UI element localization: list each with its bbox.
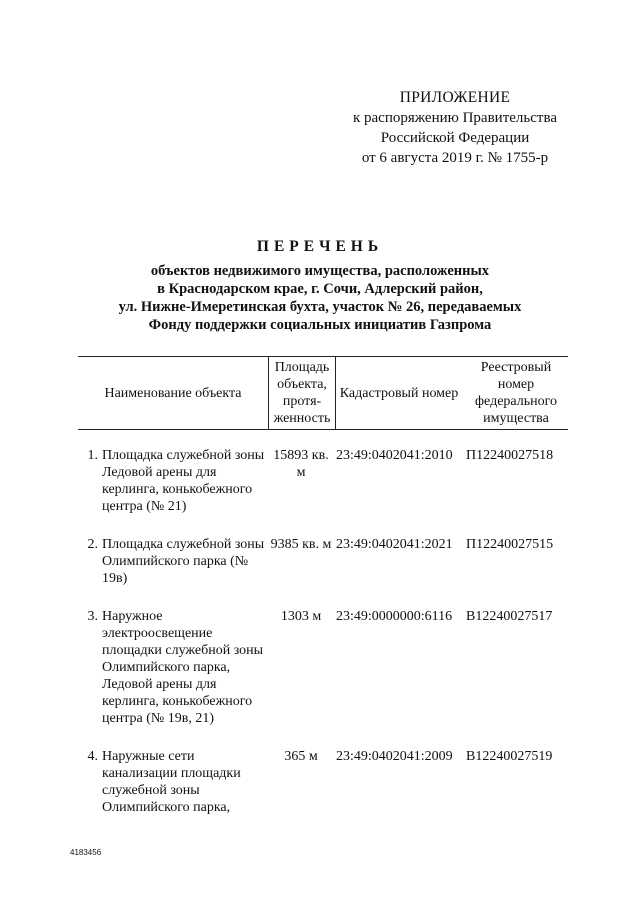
table-row xyxy=(78,536,568,587)
table-row xyxy=(78,447,568,515)
row-cadastral: 23:49:0402041:2009 xyxy=(336,749,453,764)
appendix-line-2: Российской Федерации xyxy=(380,130,530,146)
row-cadastral: 23:49:0000000:6116 xyxy=(336,609,453,624)
appendix-heading: ПРИЛОЖЕНИЕ xyxy=(399,89,511,106)
row-area: 365 м xyxy=(284,749,318,764)
row-registry: П12240027518 xyxy=(466,448,554,463)
subtitle-line-3: ул. Нижне-Имеретинская бухта, участок № 26, передаваемых xyxy=(118,299,522,315)
row-area: 1303 м xyxy=(280,609,322,624)
row-cadastral: 23:49:0402041:2021 xyxy=(336,537,453,552)
row-name: Площадка служебной зоны Олимпийского парка (№ 19в) xyxy=(102,537,265,586)
row-name: Наружное электроосвещение площадки служебной зоны Олимпийского парка, Ледовой арены для керлинга, конькобежного центра (№ 19в, 21) xyxy=(102,609,264,726)
row-registry: В12240027517 xyxy=(466,609,553,624)
footer-code: 4183456 xyxy=(70,848,102,857)
header-cadastral: Кадастровый номер xyxy=(339,385,459,401)
table-row xyxy=(78,748,568,816)
header-area: Площадь объекта, протя-женность xyxy=(268,357,336,429)
subtitle-line-2: в Краснодарском крае, г. Сочи, Адлерский район, xyxy=(157,281,483,297)
appendix-line-3: от 6 августа 2019 г. № 1755-р xyxy=(361,150,549,166)
row-number: 1. xyxy=(87,448,98,463)
property-table xyxy=(78,356,568,816)
row-registry: В12240027519 xyxy=(466,749,553,764)
table-row xyxy=(78,608,568,727)
row-number: 2. xyxy=(87,537,98,552)
subtitle-line-1: объектов недвижимого имущества, расположенных xyxy=(150,263,490,279)
appendix-line-1: к распоряжению Правительства xyxy=(352,110,557,126)
appendix-block xyxy=(330,88,580,168)
header-name: Наименование объекта xyxy=(104,385,242,401)
header-registry: Реестровый номер федерального имущества xyxy=(474,360,558,426)
subtitle-line-4: Фонду поддержки социальных инициатив Газпрома xyxy=(148,317,492,333)
row-number: 4. xyxy=(87,749,98,764)
row-name: Наружные сети канализации площадки служебной зоны Олимпийского парка, xyxy=(102,749,241,815)
table-header xyxy=(78,356,568,430)
row-registry: П12240027515 xyxy=(466,537,554,552)
document-title: ПЕРЕЧЕНЬ xyxy=(256,238,384,255)
table-body xyxy=(78,447,568,816)
row-area: 15893 кв. м xyxy=(273,448,329,480)
row-number: 3. xyxy=(87,609,98,624)
row-cadastral: 23:49:0402041:2010 xyxy=(336,448,453,463)
row-name: Площадка служебной зоны Ледовой арены для керлинга, конькобежного центра (№ 21) xyxy=(102,448,265,514)
document-subtitle xyxy=(60,262,580,334)
row-area: 9385 кв. м xyxy=(270,537,332,552)
